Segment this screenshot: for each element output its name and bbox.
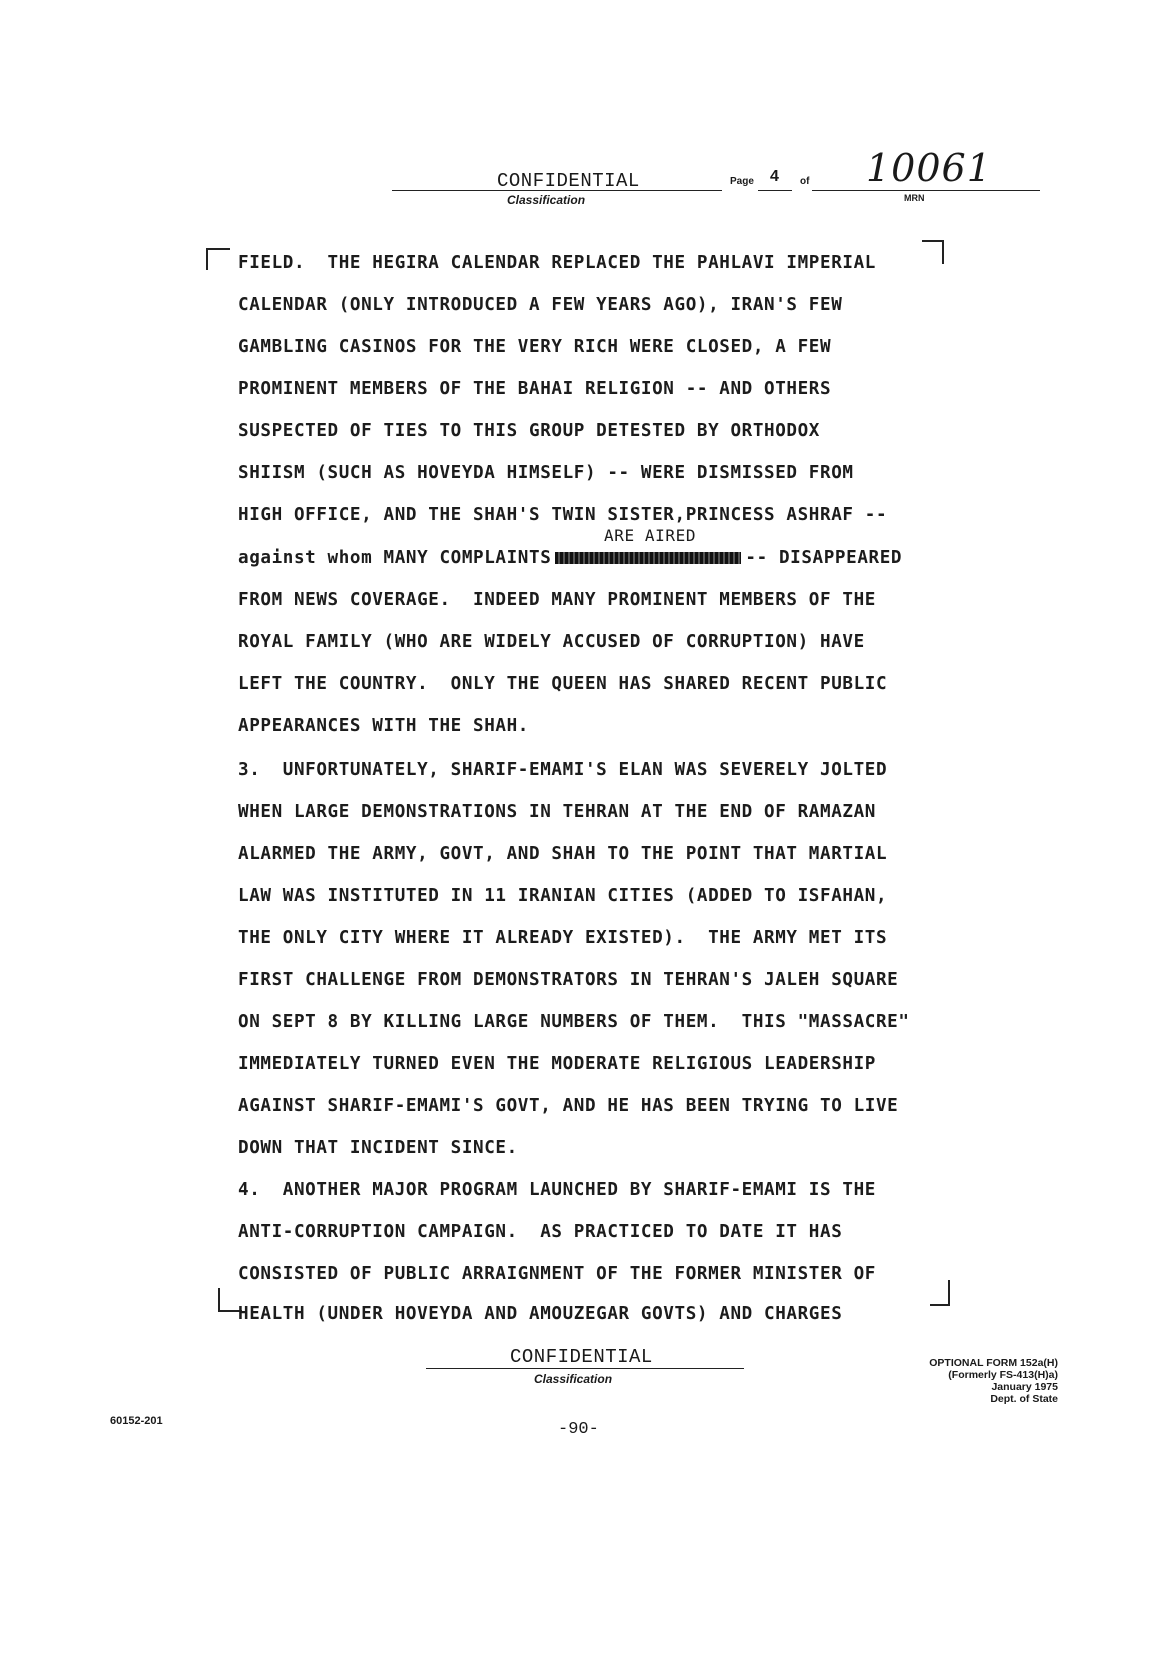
bracket-top-left	[206, 248, 230, 270]
mrn-label: MRN	[904, 193, 925, 203]
paragraph-3-line-9: AGAINST SHARIF-EMAMI'S GOVT, AND HE HAS BEEN TRYING TO LIVE	[238, 1096, 899, 1116]
body-line-5: SUSPECTED OF TIES TO THIS GROUP DETESTED BY ORTHODOX	[238, 421, 821, 441]
body-line-6: SHIISM (SUCH AS HOVEYDA HIMSELF) -- WERE DISMISSED FROM	[238, 463, 854, 483]
page-number: 4	[770, 168, 779, 185]
footer-classification: CONFIDENTIAL	[510, 1346, 653, 1368]
body-line-10: ROYAL FAMILY (WHO ARE WIDELY ACCUSED OF CORRUPTION) HAVE	[238, 632, 865, 652]
paragraph-3-line-5: THE ONLY CITY WHERE IT ALREADY EXISTED). THE ARMY MET ITS	[238, 928, 888, 948]
page-marker: -90-	[558, 1420, 599, 1439]
paragraph-3-line-8: IMMEDIATELY TURNED EVEN THE MODERATE RELIGIOUS LEADERSHIP	[238, 1054, 876, 1074]
paragraph-4-line-2: ANTI-CORRUPTION CAMPAIGN. AS PRACTICED TO DATE IT HAS	[238, 1222, 843, 1242]
struck-out-text	[555, 552, 741, 564]
body-line-1: FIELD. THE HEGIRA CALENDAR REPLACED THE PAHLAVI IMPERIAL	[238, 253, 876, 273]
paragraph-3-line-7: ON SEPT 8 BY KILLING LARGE NUMBERS OF THEM. THIS "MASSACRE"	[238, 1012, 910, 1032]
page-label: Page	[730, 176, 754, 187]
body-line-2: CALENDAR (ONLY INTRODUCED A FEW YEARS AGO), IRAN'S FEW	[238, 295, 843, 315]
footer-classification-underline	[426, 1368, 744, 1369]
form-stock-code: 60152-201	[110, 1415, 163, 1427]
body-line-8-start: against whom MANY COMPLAINTS	[238, 548, 552, 568]
paragraph-3-line-1: 3. UNFORTUNATELY, SHARIF-EMAMI'S ELAN WAS SEVERELY JOLTED	[238, 760, 888, 780]
of-label: of	[800, 176, 810, 187]
mrn-handwritten-number: 10061	[866, 146, 992, 190]
paragraph-4-line-3: CONSISTED OF PUBLIC ARRAIGNMENT OF THE FORMER MINISTER OF	[238, 1264, 876, 1284]
body-line-3: GAMBLING CASINOS FOR THE VERY RICH WERE CLOSED, A FEW	[238, 337, 832, 357]
body-line-8-end: -- DISAPPEARED	[745, 548, 903, 568]
paragraph-4-line-1: 4. ANOTHER MAJOR PROGRAM LAUNCHED BY SHARIF-EMAMI IS THE	[238, 1180, 876, 1200]
paragraph-3-line-4: LAW WAS INSTITUTED IN 11 IRANIAN CITIES (ADDED TO ISFAHAN,	[238, 886, 888, 906]
mrn-underline	[812, 190, 1040, 191]
form-line-3: January 1975	[991, 1381, 1058, 1393]
optional-form-block	[880, 1357, 1058, 1405]
form-line-2: (Formerly FS-413(H)a)	[948, 1369, 1058, 1381]
paragraph-3-line-3: ALARMED THE ARMY, GOVT, AND SHAH TO THE POINT THAT MARTIAL	[238, 844, 888, 864]
body-line-9: FROM NEWS COVERAGE. INDEED MANY PROMINENT MEMBERS OF THE	[238, 590, 876, 610]
form-line-1: OPTIONAL FORM 152a(H)	[929, 1357, 1058, 1369]
paragraph-3-line-6: FIRST CHALLENGE FROM DEMONSTRATORS IN TEHRAN'S JALEH SQUARE	[238, 970, 899, 990]
body-line-4: PROMINENT MEMBERS OF THE BAHAI RELIGION -- AND OTHERS	[238, 379, 832, 399]
body-line-12: APPEARANCES WITH THE SHAH.	[238, 716, 530, 736]
header-classification: CONFIDENTIAL	[497, 170, 640, 192]
body-line-8	[238, 548, 902, 568]
handwritten-insertion: ARE AIRED	[604, 526, 697, 545]
form-line-4: Dept. of State	[990, 1393, 1058, 1405]
paragraph-3-line-2: WHEN LARGE DEMONSTRATIONS IN TEHRAN AT THE END OF RAMAZAN	[238, 802, 876, 822]
footer-classification-label: Classification	[534, 1372, 613, 1386]
bracket-top-right	[922, 240, 944, 264]
header-classification-label: Classification	[507, 193, 586, 207]
body-line-11: LEFT THE COUNTRY. ONLY THE QUEEN HAS SHARED RECENT PUBLIC	[238, 674, 888, 694]
body-line-7: HIGH OFFICE, AND THE SHAH'S TWIN SISTER,PRINCESS ASHRAF --	[238, 505, 888, 525]
paragraph-3-line-10: DOWN THAT INCIDENT SINCE.	[238, 1138, 518, 1158]
bracket-bottom-right	[930, 1280, 950, 1306]
page-number-underline	[758, 190, 792, 191]
paragraph-4-line-4: HEALTH (UNDER HOVEYDA AND AMOUZEGAR GOVTS) AND CHARGES	[238, 1304, 843, 1324]
